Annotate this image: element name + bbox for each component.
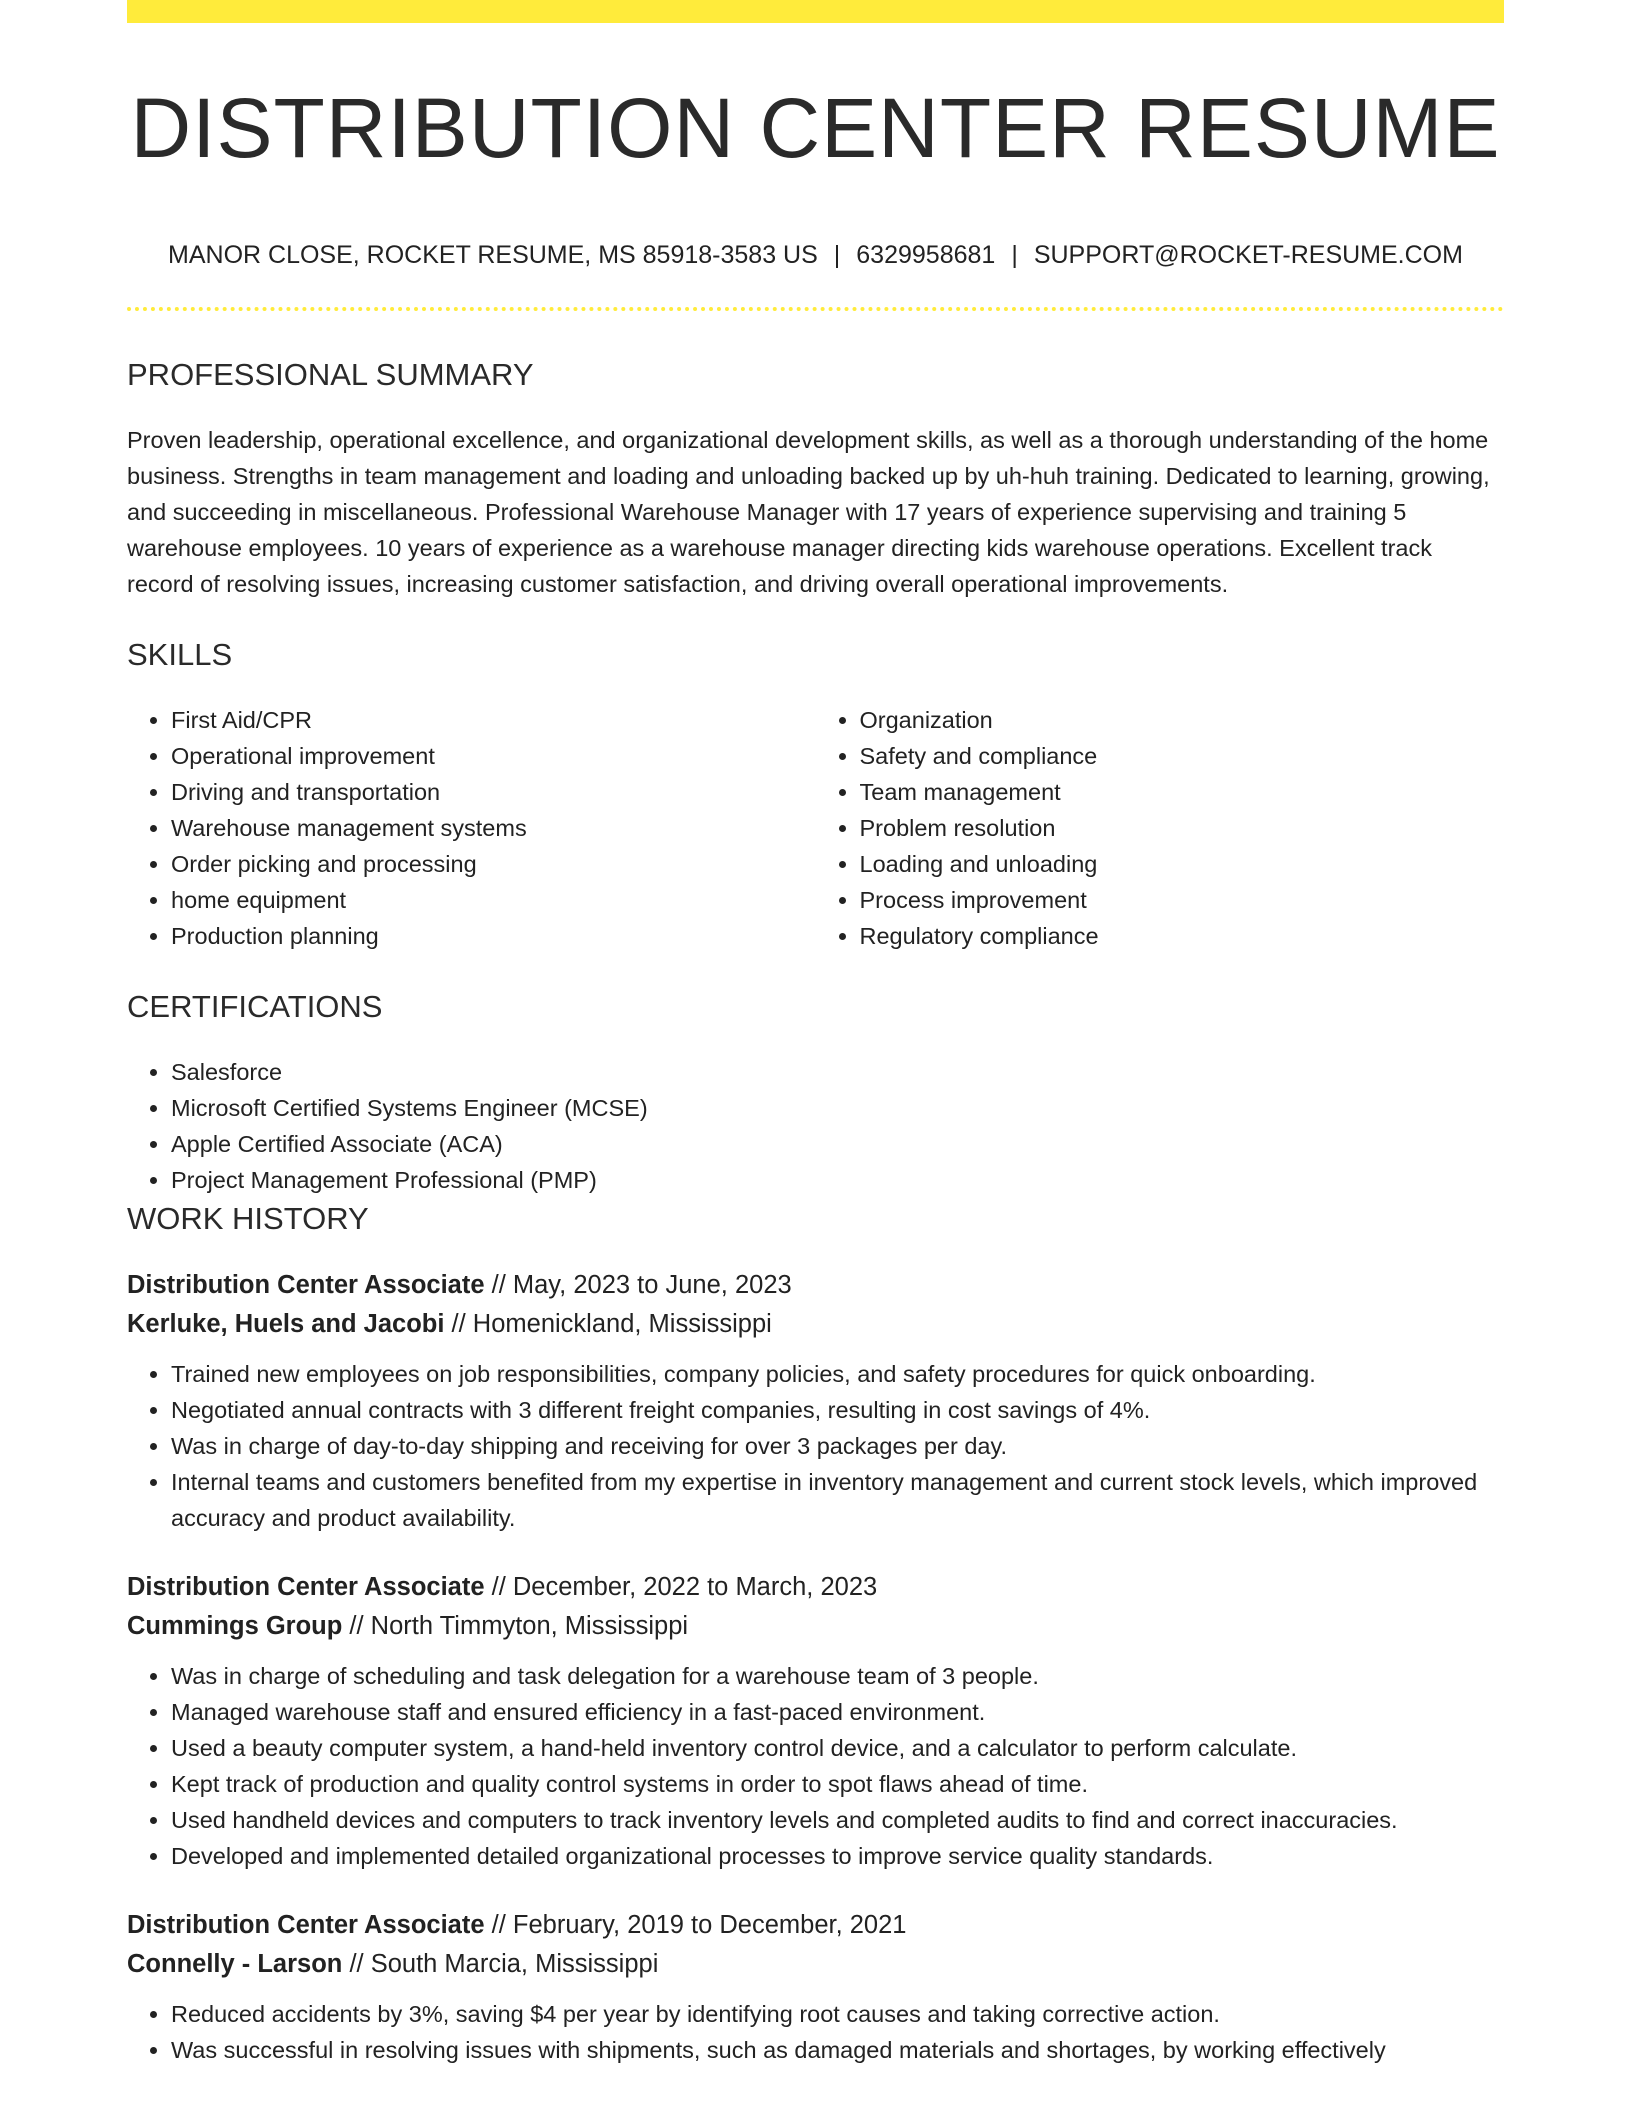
resume-content	[127, 354, 1504, 2100]
section-heading-certifications: CERTIFICATIONS	[127, 989, 383, 1024]
job-entry	[127, 1266, 1504, 1536]
contact-separator: |	[833, 241, 841, 269]
job-title-line	[127, 1266, 1504, 1305]
certification-item: • Salesforce	[171, 1054, 1504, 1090]
resume-title: DISTRIBUTION CENTER RESUME	[130, 81, 1501, 175]
job-location: // South Marcia, Mississippi	[342, 1950, 659, 1978]
contact-separator: |	[1011, 241, 1018, 269]
job-location: // North Timmyton, Mississippi	[342, 1612, 689, 1640]
summary-text: Proven leadership, operational excellence, and organizational development skills, as well as a thorough understanding of the home business. Strengths in team management and loading and unloading backed up by uh-huh training. Dedicated to learning, growing, and succeeding in miscellaneous. Professional Warehouse Manager with 17 years of experience supervising and training 5 warehouse employees. 10 years of experience as a warehouse manager directing kids warehouse operations. Excellent track record of resolving issues, increasing customer satisfaction, and driving overall operational improvements.	[127, 427, 1490, 597]
skills-grid	[127, 702, 1504, 954]
section-heading-summary: PROFESSIONAL SUMMARY	[127, 357, 534, 392]
skills-right-list	[816, 702, 1505, 954]
job-company: Connelly - Larson	[127, 1950, 343, 1978]
skill-item: • Problem resolution	[860, 810, 1505, 846]
job-title-line	[127, 1906, 1504, 1945]
job-bullets	[127, 1996, 1504, 2068]
job-bullet: • Reduced accidents by 3%, saving $4 per year by identifying root causes and taking corrective action.	[171, 1996, 1504, 2032]
job-title-line	[127, 1568, 1504, 1607]
job-bullets	[127, 1356, 1504, 1536]
contact-line	[127, 238, 1504, 272]
skill-item: • Team management	[860, 774, 1505, 810]
section-heading-skills: SKILLS	[127, 637, 233, 672]
job-company-line	[127, 1607, 1504, 1646]
job-company: Kerluke, Huels and Jacobi	[127, 1310, 445, 1338]
skills-left-list	[127, 702, 816, 954]
skill-item: • Process improvement	[860, 882, 1505, 918]
job-bullets	[127, 1658, 1504, 1874]
skill-item: • Organization	[860, 702, 1505, 738]
contact-phone[interactable]: 6329958681	[856, 241, 996, 269]
skill-item: • Regulatory compliance	[860, 918, 1505, 954]
skill-item: • Loading and unloading	[860, 846, 1505, 882]
job-bullet: • Used a beauty computer system, a hand-held inventory control device, and a calculator to perform calculate.	[171, 1730, 1504, 1766]
job-entry	[127, 1906, 1504, 2068]
job-entry	[127, 1568, 1504, 1874]
certifications-list	[127, 1054, 1504, 1198]
job-bullet: • Was successful in resolving issues with shipments, such as damaged materials and shortages, by working effectively	[171, 2032, 1504, 2068]
certification-item: • Apple Certified Associate (ACA)	[171, 1126, 1504, 1162]
skill-item: • Safety and compliance	[860, 738, 1505, 774]
job-title: Distribution Center Associate	[127, 1271, 485, 1299]
job-bullet: • Internal teams and customers benefited from my expertise in inventory management and current stock levels, which improved accuracy and product availability.	[171, 1464, 1504, 1536]
job-title: Distribution Center Associate	[127, 1911, 485, 1939]
dotted-divider	[127, 307, 1504, 311]
skill-item: • Production planning	[171, 918, 816, 954]
accent-bar	[127, 0, 1504, 23]
certification-item: • Project Management Professional (PMP)	[171, 1162, 1504, 1198]
contact-email[interactable]: SUPPORT@ROCKET-RESUME.COM	[1033, 241, 1463, 269]
job-title: Distribution Center Associate	[127, 1573, 485, 1601]
contact-address: MANOR CLOSE, ROCKET RESUME, MS 85918-3583 US	[168, 241, 818, 269]
skill-item: • First Aid/CPR	[171, 702, 816, 738]
job-bullet: • Trained new employees on job responsibilities, company policies, and safety procedures for quick onboarding.	[171, 1356, 1504, 1392]
job-bullet: • Was in charge of scheduling and task delegation for a warehouse team of 3 people.	[171, 1658, 1504, 1694]
job-company-line	[127, 1945, 1504, 1984]
job-dates: // May, 2023 to June, 2023	[484, 1271, 792, 1299]
job-bullet: • Developed and implemented detailed organizational processes to improve service quality standards.	[171, 1838, 1504, 1874]
skill-item: • Order picking and processing	[171, 846, 816, 882]
job-bullet: • Kept track of production and quality control systems in order to spot flaws ahead of time.	[171, 1766, 1504, 1802]
job-location: // Homenickland, Mississippi	[444, 1310, 772, 1338]
job-company: Cummings Group	[127, 1612, 343, 1640]
job-bullet: • Managed warehouse staff and ensured efficiency in a fast-paced environment.	[171, 1694, 1504, 1730]
certification-item: • Microsoft Certified Systems Engineer (MCSE)	[171, 1090, 1504, 1126]
job-dates: // December, 2022 to March, 2023	[484, 1573, 878, 1601]
job-bullet: • Was in charge of day-to-day shipping and receiving for over 3 packages per day.	[171, 1428, 1504, 1464]
job-company-line	[127, 1305, 1504, 1344]
job-dates: // February, 2019 to December, 2021	[484, 1911, 907, 1939]
skill-item: • home equipment	[171, 882, 816, 918]
skill-item: • Operational improvement	[171, 738, 816, 774]
skill-item: • Warehouse management systems	[171, 810, 816, 846]
job-bullet: • Negotiated annual contracts with 3 different freight companies, resulting in cost savings of 4%.	[171, 1392, 1504, 1428]
section-heading-work-history: WORK HISTORY	[127, 1201, 369, 1236]
skill-item: • Driving and transportation	[171, 774, 816, 810]
job-bullet: • Used handheld devices and computers to track inventory levels and completed audits to find and correct inaccuracies.	[171, 1802, 1504, 1838]
